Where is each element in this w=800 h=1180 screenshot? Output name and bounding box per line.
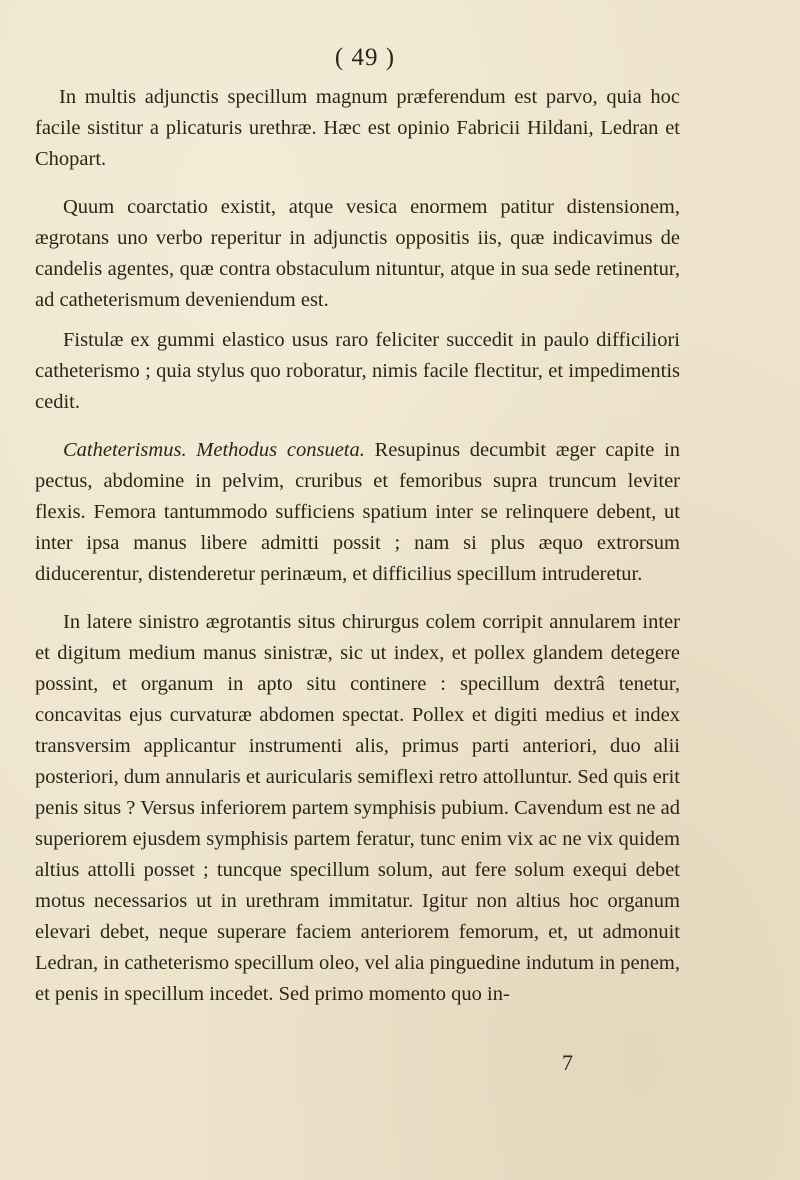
body-text	[35, 82, 680, 1010]
paragraph-3: Fistulæ ex gummi elastico usus raro feliciter succedit in paulo difficiliori catheterismo ; quia stylus quo roboratur, nimis facile flectitur, et impedimentis cedit.	[35, 329, 680, 413]
section-heading: Catheterismus. Methodus consueta.	[63, 439, 365, 461]
paragraph-5: In latere sinistro ægrotantis situs chirurgus colem corripit annularem inter et digitum medium manus sinistræ, sic ut index, et pollex glandem detegere possint, et organum in apto situ continere : specillum dextrâ tenetur, concavitas ejus curvaturæ abdomen spectat. Pollex et digiti medius et index transversim applicantur instrumenti alis, primus parti anteriori, duo alii posteriori, dum annularis et auricularis semiflexi retro attolluntur. Sed quis erit penis situs ? Versus inferiorem partem symphisis pubium. Cavendum est ne ad superiorem ejusdem symphisis partem feratur, tunc enim vix ac ne vix quidem altius attolli posset ; tuncque specillum solum, aut fere solum exequi debet motus necessarios ut in urethram immitatur. Igitur non altius hoc organum elevari debet, neque superare faciem anteriorem femorum, et, ut admonuit Ledran, in catheterismo specillum oleo, vel alia pinguedine indutum in penem, et penis in specillum incedet. Sed primo momento quo in-	[35, 611, 680, 1005]
signature-mark: 7	[562, 1050, 573, 1075]
page-number: ( 49 )	[334, 44, 396, 71]
paragraph-1: In multis adjunctis specillum magnum præferendum est parvo, quia hoc facile sistitur a plicaturis urethræ. Hæc est opinio Fabricii Hildani, Ledran et Chopart.	[35, 86, 680, 170]
paragraph-4-text: Resupinus decumbit æger capite in pectus, abdomine in pelvim, cruribus et femoribus supra truncum leviter flexis. Femora tantummodo sufficiens spatium inter se relinquere debent, ut inter ipsa manus libere admitti possit ; nam si plus æquo extrorsum diducerentur, distenderetur perinæum, et difficilius specillum intruderetur.	[35, 439, 680, 585]
paragraph-2: Quum coarctatio existit, atque vesica enormem patitur distensionem, ægrotans uno verbo reperitur in adjunctis oppositis iis, quæ indicavimus de candelis agentes, quæ contra obstaculum nituntur, atque in sua sede retinentur, ad catheterismum deveniendum est.	[35, 196, 680, 311]
paragraph-4	[35, 435, 680, 590]
